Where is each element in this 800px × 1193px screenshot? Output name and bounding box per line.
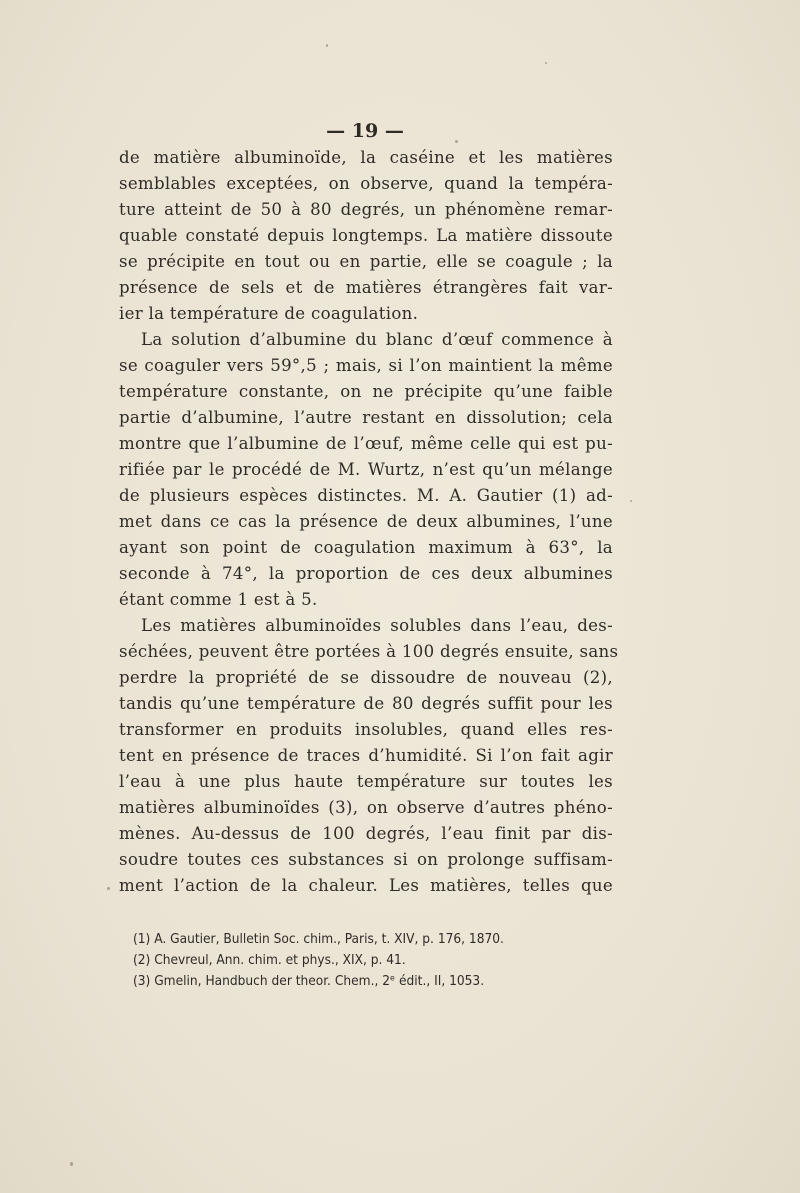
text-line: transformer en produits insolubles, quand elles res- (119, 720, 613, 739)
paragraph-start-line: La solution d’albumine du blanc d’œuf commence à (141, 330, 613, 349)
body-text (119, 145, 619, 899)
text-line: étant comme 1 est à 5. (119, 590, 318, 609)
paper-speck (545, 62, 547, 64)
footnotes (133, 929, 653, 992)
text-line: tent en présence de traces d’humidité. Si l’on fait agir (119, 746, 613, 765)
text-line: seconde à 74°, la proportion de ces deux albumines (119, 564, 613, 583)
text-line: montre que l’albumine de l’œuf, même celle qui est pu- (119, 434, 613, 453)
text-line: rifiée par le procédé de M. Wurtz, n’est qu’un mélange (119, 460, 613, 479)
text-line: ayant son point de coagulation maximum à 63°, la (119, 538, 613, 557)
text-line: soudre toutes ces substances si on prolonge suffisam- (119, 850, 613, 869)
text-line: séchées, peuvent être portées à 100 degrés ensuite, sans (119, 642, 619, 661)
text-line: mènes. Au-dessus de 100 degrés, l’eau finit par dis- (119, 824, 613, 843)
text-line: se précipite en tout ou en partie, elle se coagule ; la (119, 252, 613, 271)
text-line: de plusieurs espèces distinctes. M. A. Gautier (1) ad- (119, 486, 613, 505)
paper-speck (326, 44, 328, 47)
text-line: tandis qu’une température de 80 degrés suffit pour les (119, 694, 613, 713)
text-line: ture atteint de 50 à 80 degrés, un phénomène remar- (119, 200, 613, 219)
text-line: met dans ce cas la présence de deux albumines, l’une (119, 512, 613, 531)
paper-speck (107, 887, 110, 890)
paper-speck (455, 140, 458, 143)
text-line: perdre la propriété de se dissoudre de nouveau (2), (119, 668, 613, 687)
paper-speck (70, 1162, 73, 1166)
text-line: présence de sels et de matières étrangères fait var- (119, 278, 613, 297)
page-number: — 19 — (326, 120, 404, 142)
text-line: ment l’action de la chaleur. Les matières, telles que (119, 876, 613, 895)
text-line: se coaguler vers 59°,5 ; mais, si l’on maintient la même (119, 356, 613, 375)
text-line: température constante, on ne précipite qu’une faible (119, 382, 613, 401)
text-line: de matière albuminoïde, la caséine et les matières (119, 148, 613, 167)
text-line: quable constaté depuis longtemps. La matière dissoute (119, 226, 613, 245)
text-line: ier la température de coagulation. (119, 304, 419, 323)
footnote: (2) Chevreul, Ann. chim. et phys., XIX, p. 41. (133, 952, 406, 968)
text-line: semblables exceptées, on observe, quand la tempéra- (119, 174, 613, 193)
footnote: (1) A. Gautier, Bulletin Soc. chim., Paris, t. XIV, p. 176, 1870. (133, 931, 504, 947)
paragraph-start-line: Les matières albuminoïdes solubles dans l’eau, des- (141, 616, 613, 635)
text-line: matières albuminoïdes (3), on observe d’autres phéno- (119, 798, 613, 817)
footnote: (3) Gmelin, Handbuch der theor. Chem., 2ᵉ édit., II, 1053. (133, 973, 485, 989)
text-line: l’eau à une plus haute température sur toutes les (119, 772, 613, 791)
text-line: partie d’albumine, l’autre restant en dissolution; cela (119, 408, 613, 427)
paper-speck (630, 500, 632, 502)
